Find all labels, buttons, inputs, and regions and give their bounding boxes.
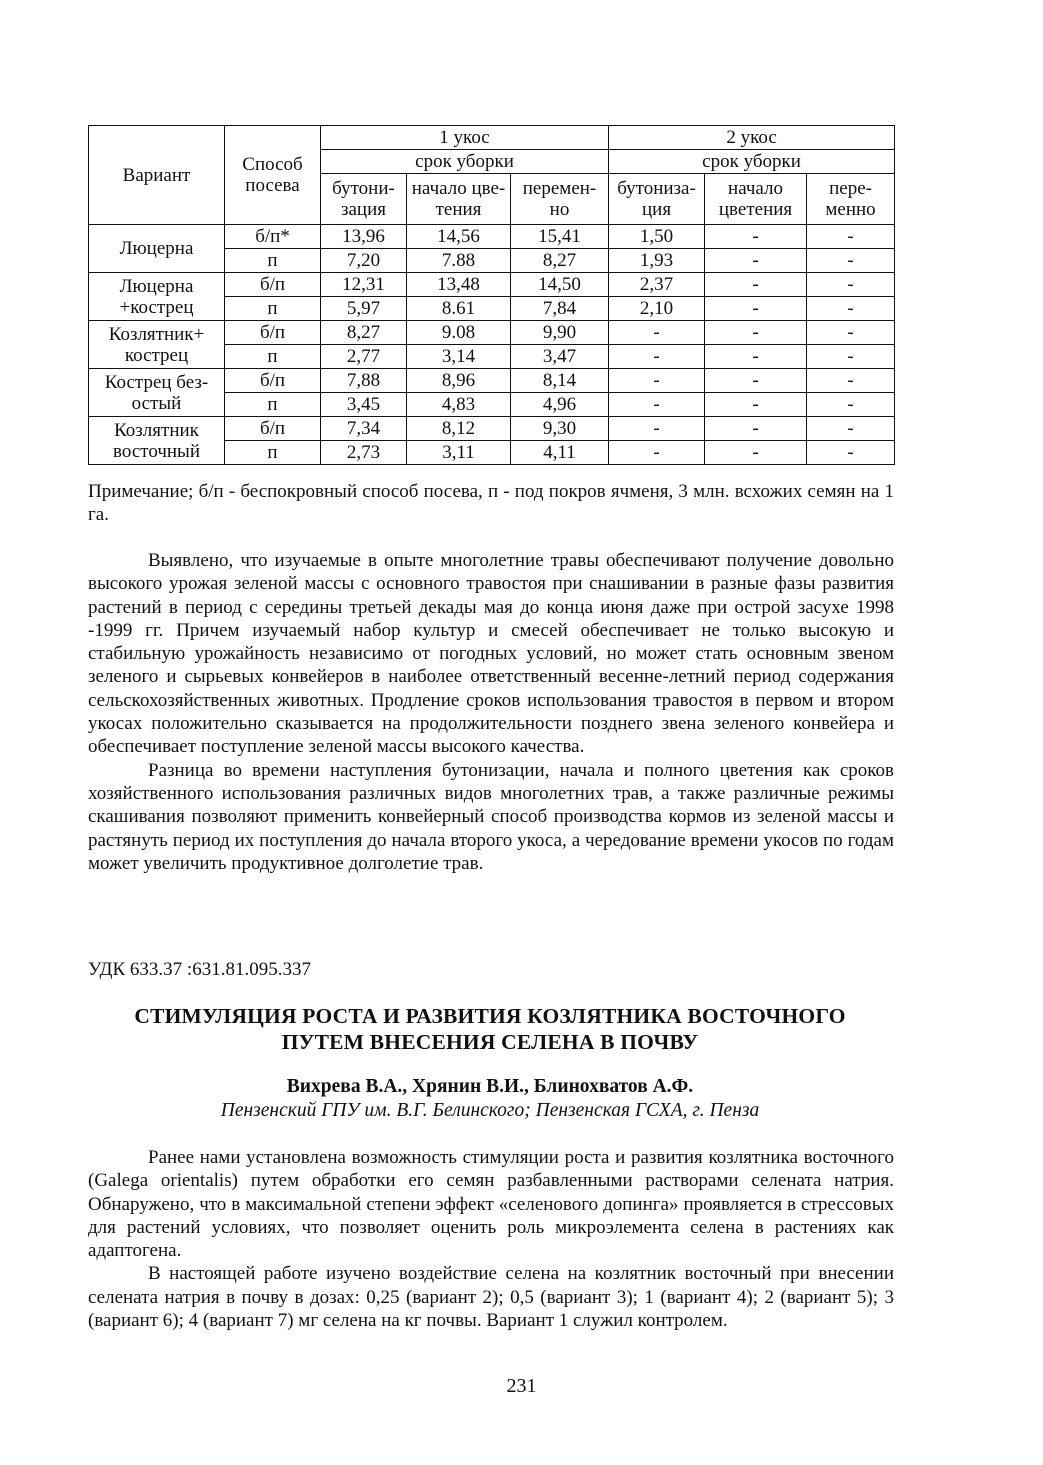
- value-cell: -: [807, 393, 895, 417]
- value-cell: -: [705, 417, 807, 441]
- udk-code: УДК 633.37 :631.81.095.337: [88, 959, 311, 980]
- value-cell: 2,77: [321, 345, 407, 369]
- value-cell: 1,93: [609, 249, 705, 273]
- method-cell: б/п: [225, 273, 321, 297]
- paragraph: Выявлено, что изучаемые в опыте многолетние травы обеспечивают получение довольно высокого урожая зеленой массы с основного травостоя при снашивании в разные фазы развития растений в период с середины третьей декады мая до конца июня даже при острой засухе 1998 -1999 гг. Причем изучаемый набор культур и смесей обеспечивает не только высокую и стабильную урожайность независимо от погодных условий, но может стать основным звеном зеленого и сырьевых конвейеров в наиболее ответственный весенне-летний период содержания сельскохозяйственных животных. Продление сроков использования травостоя в первом и втором укосах положительно сказывается на продолжительности позднего звена зеленого конвейера и обеспечивает поступление зеленой массы высокого качества.: [88, 550, 894, 758]
- value-cell: 15,41: [511, 225, 609, 249]
- value-cell: 2,10: [609, 297, 705, 321]
- value-cell: 9.08: [407, 321, 511, 345]
- body-text-1: [88, 549, 894, 875]
- value-cell: -: [609, 393, 705, 417]
- value-cell: 4,83: [407, 393, 511, 417]
- header-col: бутониза- ция: [609, 174, 705, 225]
- method-cell: б/п*: [225, 225, 321, 249]
- value-cell: -: [807, 273, 895, 297]
- value-cell: -: [807, 225, 895, 249]
- value-cell: -: [807, 321, 895, 345]
- article-title: СТИМУЛЯЦИЯ РОСТА И РАЗВИТИЯ КОЗЛЯТНИКА ВОСТОЧНОГО ПУТЕМ ВНЕСЕНИЯ СЕЛЕНА В ПОЧВУ: [134, 1004, 846, 1054]
- body-text-2: [88, 1146, 894, 1332]
- value-cell: 2,73: [321, 441, 407, 465]
- value-cell: 4,96: [511, 393, 609, 417]
- variant-cell: Козлятник восточный: [89, 417, 225, 465]
- paragraph: Ранее нами установлена возможность стимуляции роста и развития козлятника восточного (Galega orientalis) путем обработки его семян разбавленными растворами селената натрия. Обнаружено, что в максимальной степени эффект «селенового допинга» проявляется в стрессовых для растений условиях, что позволяет оценить роль микроэлемента селена в растениях как адаптогена.: [88, 1147, 894, 1262]
- value-cell: 7,34: [321, 417, 407, 441]
- value-cell: 1,50: [609, 225, 705, 249]
- header-col: начало цветения: [705, 174, 807, 225]
- value-cell: 7,84: [511, 297, 609, 321]
- value-cell: -: [609, 345, 705, 369]
- value-cell: -: [705, 369, 807, 393]
- method-cell: б/п: [225, 369, 321, 393]
- table-row: [89, 417, 895, 441]
- value-cell: -: [807, 249, 895, 273]
- method-cell: б/п: [225, 321, 321, 345]
- table-row: [89, 273, 895, 297]
- value-cell: -: [609, 441, 705, 465]
- value-cell: 5,97: [321, 297, 407, 321]
- method-cell: п: [225, 297, 321, 321]
- value-cell: -: [609, 369, 705, 393]
- table-note: Примечание; б/п - беспокровный способ посева, п - под покров ячменя, 3 млн. всхожих семян на 1 га.: [88, 481, 894, 525]
- value-cell: 8.61: [407, 297, 511, 321]
- header-harvest-time-2: срок уборки: [609, 150, 895, 174]
- value-cell: -: [705, 321, 807, 345]
- value-cell: 7,88: [321, 369, 407, 393]
- value-cell: -: [807, 369, 895, 393]
- value-cell: -: [705, 249, 807, 273]
- header-col: начало цве- тения: [407, 174, 511, 225]
- value-cell: 4,11: [511, 441, 609, 465]
- authors: Вихрева В.А., Хрянин В.И., Блинохватов А.Ф.: [286, 1076, 694, 1097]
- value-cell: -: [705, 297, 807, 321]
- value-cell: 3,14: [407, 345, 511, 369]
- value-cell: -: [705, 441, 807, 465]
- variant-cell: Козлятник+ кострец: [89, 321, 225, 369]
- value-cell: 8,96: [407, 369, 511, 393]
- value-cell: 3,47: [511, 345, 609, 369]
- table-row: [89, 369, 895, 393]
- value-cell: -: [807, 441, 895, 465]
- value-cell: 3,45: [321, 393, 407, 417]
- value-cell: 14,50: [511, 273, 609, 297]
- header-cut-1: 1 укос: [321, 126, 609, 150]
- value-cell: 2,37: [609, 273, 705, 297]
- header-harvest-time-1: срок уборки: [321, 150, 609, 174]
- paragraph: В настоящей работе изучено воздействие селена на козлятник восточный при внесении селената натрия в почву в дозах: 0,25 (вариант 2); 0,5 (вариант 3); 1 (вариант 4); 2 (вариант 5); 3 (вариант 6); 4 (вариант 7) мг селена на кг почвы. Вариант 1 служил контролем.: [88, 1263, 894, 1332]
- value-cell: 12,31: [321, 273, 407, 297]
- variant-cell: Кострец без- остый: [89, 369, 225, 417]
- paragraph: Разница во времени наступления бутонизации, начала и полного цветения как сроков хозяйственного использования различных видов многолетних трав, а также различные режимы скашивания позволяют применить конвейерный способ производства кормов из зеленой массы и растянуть период их поступления до начала второго укоса, а чередование времени укосов по годам может увеличить продуктивное долголетие трав.: [88, 759, 894, 874]
- value-cell: 8,27: [321, 321, 407, 345]
- variant-cell: Люцерна: [89, 225, 225, 273]
- value-cell: 7.88: [407, 249, 511, 273]
- value-cell: 14,56: [407, 225, 511, 249]
- table-row: [89, 225, 895, 249]
- table-row: [89, 321, 895, 345]
- method-cell: б/п: [225, 417, 321, 441]
- page-number: 231: [506, 1375, 537, 1397]
- value-cell: 3,11: [407, 441, 511, 465]
- header-col: перемен- но: [511, 174, 609, 225]
- value-cell: -: [609, 417, 705, 441]
- method-cell: п: [225, 345, 321, 369]
- header-variant: Вариант: [89, 126, 225, 225]
- value-cell: 8,27: [511, 249, 609, 273]
- value-cell: -: [705, 393, 807, 417]
- method-cell: п: [225, 249, 321, 273]
- value-cell: 8,14: [511, 369, 609, 393]
- header-col: пере- менно: [807, 174, 895, 225]
- method-cell: п: [225, 441, 321, 465]
- method-cell: п: [225, 393, 321, 417]
- value-cell: -: [807, 345, 895, 369]
- value-cell: 9,30: [511, 417, 609, 441]
- value-cell: -: [807, 297, 895, 321]
- value-cell: -: [705, 225, 807, 249]
- header-cut-2: 2 укос: [609, 126, 895, 150]
- affiliation: Пензенский ГПУ им. В.Г. Белинского; Пензенская ГСХА, г. Пенза: [220, 1100, 760, 1121]
- value-cell: -: [705, 345, 807, 369]
- value-cell: 7,20: [321, 249, 407, 273]
- value-cell: 9,90: [511, 321, 609, 345]
- yield-table: [88, 125, 895, 465]
- value-cell: 8,12: [407, 417, 511, 441]
- header-method: Способ посева: [225, 126, 321, 225]
- value-cell: -: [609, 321, 705, 345]
- value-cell: 13,48: [407, 273, 511, 297]
- header-col: бутони- зация: [321, 174, 407, 225]
- variant-cell: Люцерна +кострец: [89, 273, 225, 321]
- value-cell: 13,96: [321, 225, 407, 249]
- value-cell: -: [705, 273, 807, 297]
- value-cell: -: [807, 417, 895, 441]
